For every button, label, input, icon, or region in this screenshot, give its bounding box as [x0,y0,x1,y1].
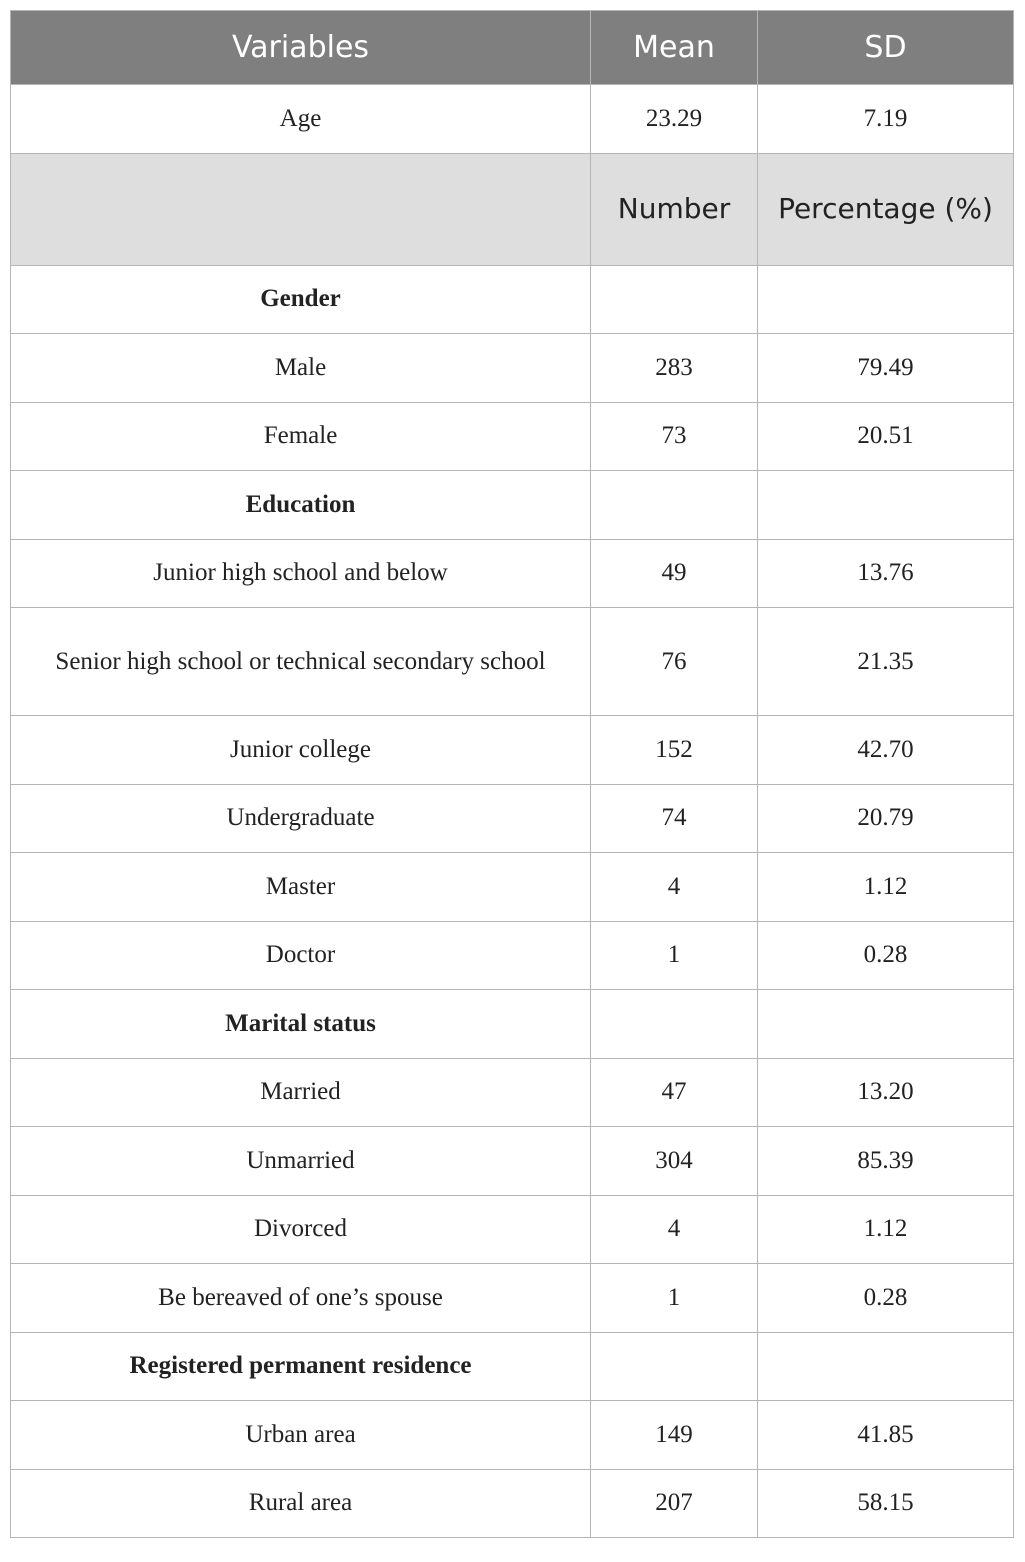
percentage-cell: 42.70 [758,716,1014,785]
number-cell: 74 [591,784,758,853]
variable-label: Married [11,1058,591,1127]
table-row [11,1127,1014,1196]
demographics-table [10,10,1014,1538]
table-row [11,1469,1014,1538]
number-cell: 4 [591,1195,758,1264]
number-cell [591,265,758,334]
number-cell: 4 [591,853,758,922]
number-cell: 76 [591,608,758,716]
number-cell: 283 [591,334,758,403]
table-row [11,334,1014,403]
header-sd: SD [758,11,1014,85]
percentage-cell: 21.35 [758,608,1014,716]
table-row [11,539,1014,608]
percentage-cell: 85.39 [758,1127,1014,1196]
category-label: Gender [11,265,591,334]
number-cell: 49 [591,539,758,608]
percentage-cell [758,471,1014,540]
percentage-cell [758,265,1014,334]
category-row [11,990,1014,1059]
category-row [11,471,1014,540]
variable-label: Senior high school or technical secondary school [11,608,591,716]
variable-label: Female [11,402,591,471]
number-cell [591,990,758,1059]
variable-label: Urban area [11,1401,591,1470]
table-row [11,716,1014,785]
number-cell: 207 [591,1469,758,1538]
category-label: Registered permanent residence [11,1332,591,1401]
table-row [11,1195,1014,1264]
variable-label: Master [11,853,591,922]
table-row [11,921,1014,990]
variable-label: Rural area [11,1469,591,1538]
number-cell: 149 [591,1401,758,1470]
number-cell [591,471,758,540]
category-label: Education [11,471,591,540]
number-cell: 73 [591,402,758,471]
variable-label: Male [11,334,591,403]
subheader-blank [11,153,591,265]
header-mean: Mean [591,11,758,85]
subheader-percentage: Percentage (%) [758,153,1014,265]
number-cell: 152 [591,716,758,785]
percentage-cell: 13.76 [758,539,1014,608]
number-cell: 304 [591,1127,758,1196]
percentage-cell: 0.28 [758,921,1014,990]
category-row [11,265,1014,334]
table-row [11,1058,1014,1127]
percentage-cell: 79.49 [758,334,1014,403]
category-label: Marital status [11,990,591,1059]
percentage-cell: 1.12 [758,1195,1014,1264]
subheader-row [11,153,1014,265]
variable-label: Divorced [11,1195,591,1264]
number-cell [591,1332,758,1401]
percentage-cell: 41.85 [758,1401,1014,1470]
variable-label: Unmarried [11,1127,591,1196]
table-row [11,784,1014,853]
table-row [11,608,1014,716]
table-row [11,402,1014,471]
header-variables: Variables [11,11,591,85]
percentage-cell: 20.79 [758,784,1014,853]
age-label: Age [11,85,591,154]
table-row [11,1401,1014,1470]
variable-label: Doctor [11,921,591,990]
number-cell: 1 [591,1264,758,1333]
variable-label: Junior high school and below [11,539,591,608]
age-row [11,85,1014,154]
category-row [11,1332,1014,1401]
percentage-cell: 13.20 [758,1058,1014,1127]
percentage-cell: 1.12 [758,853,1014,922]
percentage-cell: 20.51 [758,402,1014,471]
table-header-row [11,11,1014,85]
subheader-number: Number [591,153,758,265]
variable-label: Undergraduate [11,784,591,853]
table-row [11,1264,1014,1333]
percentage-cell [758,990,1014,1059]
percentage-cell: 58.15 [758,1469,1014,1538]
table-row [11,853,1014,922]
age-mean: 23.29 [591,85,758,154]
number-cell: 47 [591,1058,758,1127]
variable-label: Be bereaved of one’s spouse [11,1264,591,1333]
percentage-cell: 0.28 [758,1264,1014,1333]
percentage-cell [758,1332,1014,1401]
age-sd: 7.19 [758,85,1014,154]
variable-label: Junior college [11,716,591,785]
number-cell: 1 [591,921,758,990]
